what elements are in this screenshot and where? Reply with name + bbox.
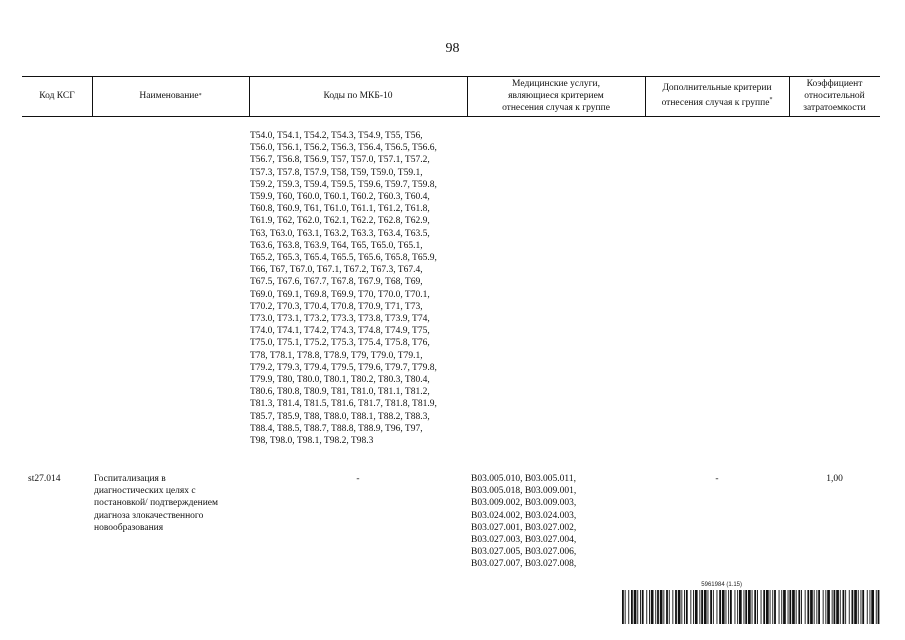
service-codes-line: B03.027.005, B03.027.006, bbox=[471, 547, 577, 558]
header-coefficient: Коэффициент относительной затратоемкости bbox=[803, 79, 866, 113]
barcode-icon bbox=[622, 590, 880, 624]
mkb-codes-line: T56.7, T56.8, T56.9, T57, T57.0, T57.1, T57.2, bbox=[250, 155, 430, 166]
row-mkb: - bbox=[356, 474, 360, 484]
table-header-bottom-rule bbox=[22, 116, 880, 117]
service-codes-line: B03.024.002, B03.024.003, bbox=[471, 510, 577, 521]
mkb-codes-line: T70.2, T70.3, T70.4, T70.8, T70.9, T71, T73, bbox=[250, 301, 423, 312]
mkb-codes-line: T75.0, T75.1, T75.2, T75.3, T75.4, T75.8, T76, bbox=[250, 338, 430, 349]
header-mkb: Коды по МКБ-10 bbox=[323, 91, 393, 101]
mkb-codes-line: T81.3, T81.4, T81.5, T81.6, T81.7, T81.8, T81.9, bbox=[250, 399, 437, 410]
mkb-codes-line: T66, T67, T67.0, T67.1, T67.2, T67.3, T67.4, bbox=[250, 265, 423, 276]
row-coefficient: 1,00 bbox=[826, 474, 843, 484]
mkb-codes-line: T85.7, T85.9, T88, T88.0, T88.1, T88.2, T88.3, bbox=[250, 411, 430, 422]
header-services: Медицинские услуги, являющиеся критерием отнесения случая к группе bbox=[502, 79, 610, 113]
row-name: Госпитализация в диагностических целях с постановкой/ подтверждением диагноза злокачественного новообразования bbox=[94, 474, 219, 533]
service-codes-line: B03.027.001, B03.027.002, bbox=[471, 522, 577, 533]
mkb-codes-line: T73.0, T73.1, T73.2, T73.3, T73.8, T73.9, T74, bbox=[250, 314, 430, 325]
row-services bbox=[471, 473, 643, 571]
page-number: 98 bbox=[445, 41, 460, 56]
mkb-codes-line: T61.9, T62, T62.0, T62.1, T62.2, T62.8, T62.9, bbox=[250, 216, 430, 227]
mkb-codes-line: T88.4, T88.5, T88.7, T88.8, T88.9, T96, T97, bbox=[250, 423, 423, 434]
mkb-codes-continuation bbox=[250, 130, 467, 447]
barcode-block bbox=[622, 582, 880, 626]
mkb-codes-line: T54.0, T54.1, T54.2, T54.3, T54.9, T55, T56, bbox=[250, 131, 423, 141]
service-codes-line: B03.027.007, B03.027.008, bbox=[471, 559, 577, 570]
mkb-codes-line: T56.0, T56.1, T56.2, T56.3, T56.4, T56.5, T56.6, bbox=[250, 143, 437, 154]
footnote-mark: * bbox=[198, 93, 202, 99]
header-code: Код КСГ bbox=[39, 91, 75, 101]
service-codes-line: B03.005.010, B03.005.011, bbox=[471, 474, 576, 484]
mkb-codes-line: T59.2, T59.3, T59.4, T59.5, T59.6, T59.7, T59.8, bbox=[250, 179, 437, 190]
mkb-codes-line: T59.9, T60, T60.0, T60.1, T60.2, T60.3, T60.4, bbox=[250, 192, 430, 203]
mkb-codes-line: T79.2, T79.3, T79.4, T79.5, T79.6, T79.7, T79.8, bbox=[250, 362, 437, 373]
mkb-codes-line: T79.9, T80, T80.0, T80.1, T80.2, T80.3, T80.4, bbox=[250, 375, 430, 386]
mkb-codes-line: T69.0, T69.1, T69.8, T69.9, T70, T70.0, T70.1, bbox=[250, 289, 430, 300]
header-extra-criteria: Дополнительные критерии отнесения случая к группе* bbox=[661, 83, 773, 109]
mkb-codes-line: T63.6, T63.8, T63.9, T64, T65, T65.0, T65.1, bbox=[250, 240, 423, 251]
row-code: st27.014 bbox=[28, 474, 61, 484]
mkb-codes-line: T74.0, T74.1, T74.2, T74.3, T74.8, T74.9, T75, bbox=[250, 326, 430, 337]
service-codes-line: B03.005.018, B03.009.001, bbox=[471, 486, 577, 497]
barcode-label: 5961984 (1.15) bbox=[701, 582, 742, 588]
service-codes-line: B03.009.002, B03.009.003, bbox=[471, 498, 577, 509]
mkb-codes-line: T80.6, T80.8, T80.9, T81, T81.0, T81.1, T81.2, bbox=[250, 387, 430, 398]
footnote-mark: * bbox=[769, 97, 773, 104]
mkb-codes-line: T63, T63.0, T63.1, T63.2, T63.3, T63.4, T63.5, bbox=[250, 228, 430, 239]
mkb-codes-line: T60.8, T60.9, T61, T61.0, T61.1, T61.2, T61.8, bbox=[250, 204, 430, 215]
mkb-codes-line: T67.5, T67.6, T67.7, T67.8, T67.9, T68, T69, bbox=[250, 277, 423, 288]
mkb-codes-line: T98, T98.0, T98.1, T98.2, T98.3 bbox=[250, 436, 374, 447]
mkb-codes-line: T78, T78.1, T78.8, T78.9, T79, T79.0, T79.1, bbox=[250, 350, 423, 361]
service-codes-line: B03.027.003, B03.027.004, bbox=[471, 535, 577, 546]
mkb-codes-line: T57.3, T57.8, T57.9, T58, T59, T59.0, T59.1, bbox=[250, 167, 423, 178]
mkb-codes-line: T65.2, T65.3, T65.4, T65.5, T65.6, T65.8, T65.9, bbox=[250, 253, 437, 264]
row-extra-criteria: - bbox=[715, 474, 719, 484]
header-name: Наименование * bbox=[139, 91, 202, 101]
